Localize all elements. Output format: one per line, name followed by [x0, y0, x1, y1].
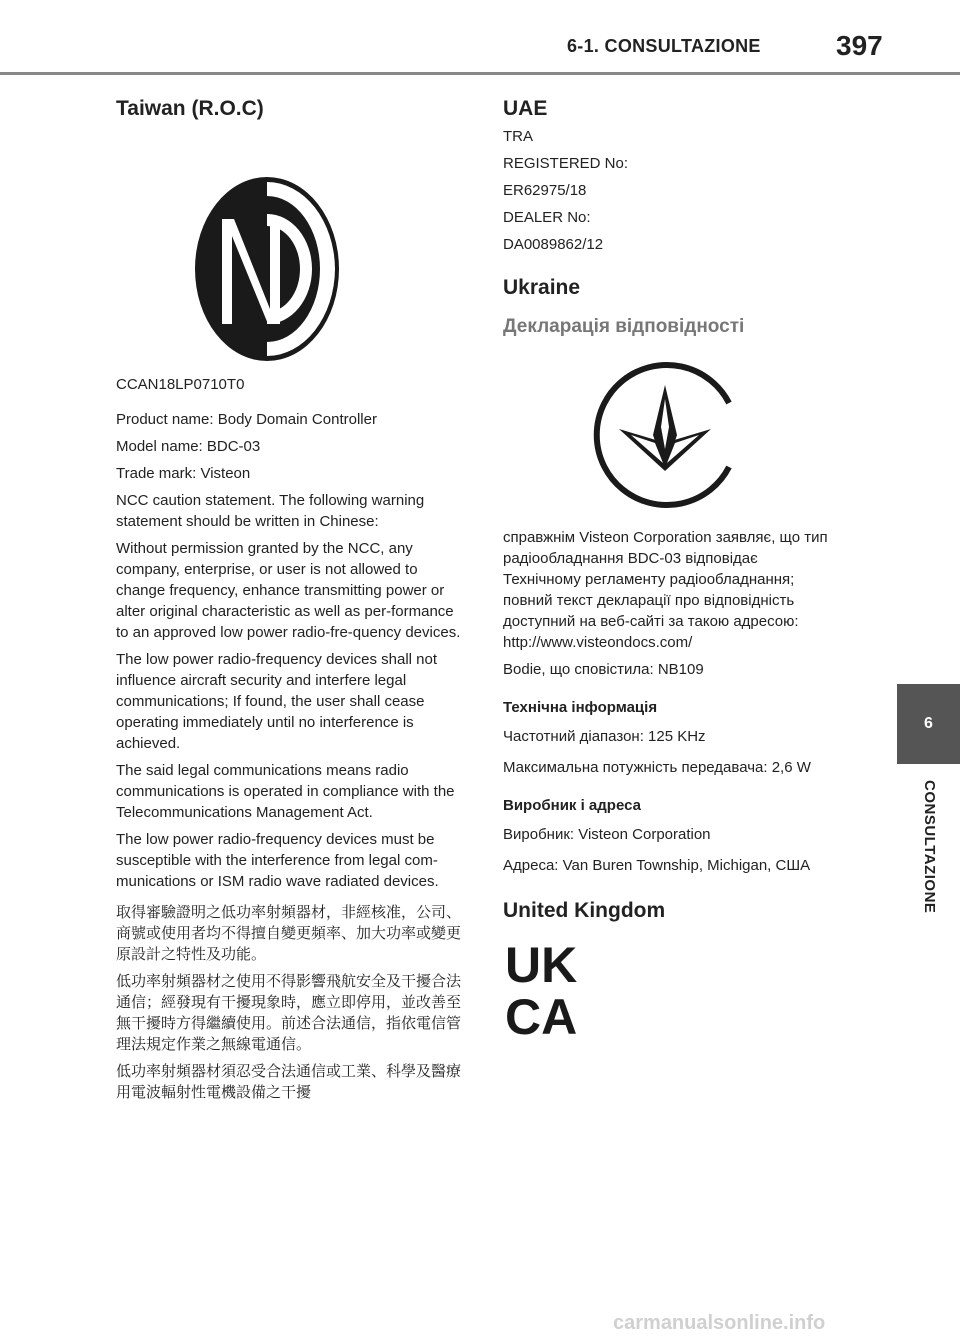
ukraine-paragraph: справжнім Visteon Corporation заявляє, що тип радіообладнання BDC-03 відповідає Технічному регламенту радіообладнання; повний текст декларації про відповідність доступний на веб-сайті за такою адресою: http://www.visteondocs.com/: [503, 529, 828, 651]
left-column: [116, 96, 466, 1109]
maker-heading: Виробник і адреса: [503, 797, 641, 814]
chapter-side-label: CONSULTAZIONE: [921, 780, 938, 914]
page-number: 397: [836, 30, 883, 61]
section-heading-taiwan: Taiwan (R.O.C): [116, 97, 264, 120]
right-column: [503, 96, 833, 1038]
ua-conformity-mark-icon: [589, 359, 741, 511]
paragraph: The low power radio-frequency devices shall not influence aircraft security and interfere legal communications; If found, the user shall cease operating immediately until no interference is achieved.: [116, 651, 437, 752]
uae-line: REGISTERED No:: [503, 155, 629, 172]
ukraine-paragraph: Bodie, що сповістила: NB109: [503, 661, 704, 678]
section-heading-uae: UAE: [503, 97, 548, 120]
paragraph: Model name: BDC-03: [116, 438, 261, 455]
cert-id: CCAN18LP0710T0: [116, 376, 245, 393]
tech-line: Частотний діапазон: 125 KHz: [503, 728, 706, 745]
watermark: carmanualsonline.info: [613, 1312, 826, 1334]
chinese-paragraph: 低功率射頻器材之使用不得影響飛航安全及干擾合法通信；經發現有干擾現象時，應立即停用，並改善至無干擾時方得繼續使用。前述合法通信，指依電信管理法規定作業之無線電通信。: [116, 972, 462, 1053]
paragraph: The low power radio-frequency devices must be susceptible with the interference from legal com-munications or ISM radio wave radiated devices.: [116, 831, 439, 890]
uae-line: DEALER No:: [503, 209, 591, 226]
maker-line: Виробник: Visteon Corporation: [503, 826, 711, 843]
header-rule: [0, 72, 960, 75]
ukca-mark-icon: [505, 938, 605, 1038]
paragraph: Trade mark: Visteon: [116, 465, 251, 482]
uae-line: DA0089862/12: [503, 236, 604, 253]
chinese-paragraph: 低功率射頻器材須忍受合法通信或工業、科學及醫療用電波輻射性電機設備之干擾: [116, 1062, 462, 1101]
svg-text:UK: UK: [505, 938, 578, 993]
section-heading-ukraine: Ukraine: [503, 276, 581, 299]
tech-line: Максимальна потужність передавача: 2,6 W: [503, 759, 811, 776]
uae-line: TRA: [503, 128, 533, 145]
section-heading-uk: United Kingdom: [503, 899, 666, 922]
uae-block: [503, 126, 833, 255]
running-header: 6-1. CONSULTAZIONE: [567, 36, 761, 56]
uae-line: ER62975/18: [503, 182, 587, 199]
chinese-paragraph: 取得審驗證明之低功率射頻器材，非經核准，公司、商號或使用者均不得擅自變更頻率、加大功率或變更原設計之特性及功能。: [116, 903, 462, 963]
paragraph: The said legal communications means radio communications is operated in compliance with the Telecommunications Management Act.: [116, 762, 455, 821]
svg-text:CA: CA: [505, 989, 578, 1038]
maker-line: Адреса: Van Buren Township, Michigan, США: [503, 857, 811, 874]
paragraph: Without permission granted by the NCC, any company, enterprise, or user is not allowed to change frequency, enhance transmitting power or alter original characteristic as well as per-formance to an approved low power radio-fre-quency devices.: [116, 540, 461, 641]
paragraph: NCC caution statement. The following warning statement should be written in Chinese:: [116, 492, 425, 530]
ncc-logo-icon: [192, 174, 342, 364]
paragraph: Product name: Body Domain Controller: [116, 411, 377, 428]
ukraine-subheading: Декларація відповідності: [503, 316, 745, 337]
chapter-tab: 6: [897, 684, 960, 764]
tech-heading: Технічна інформація: [503, 699, 658, 716]
